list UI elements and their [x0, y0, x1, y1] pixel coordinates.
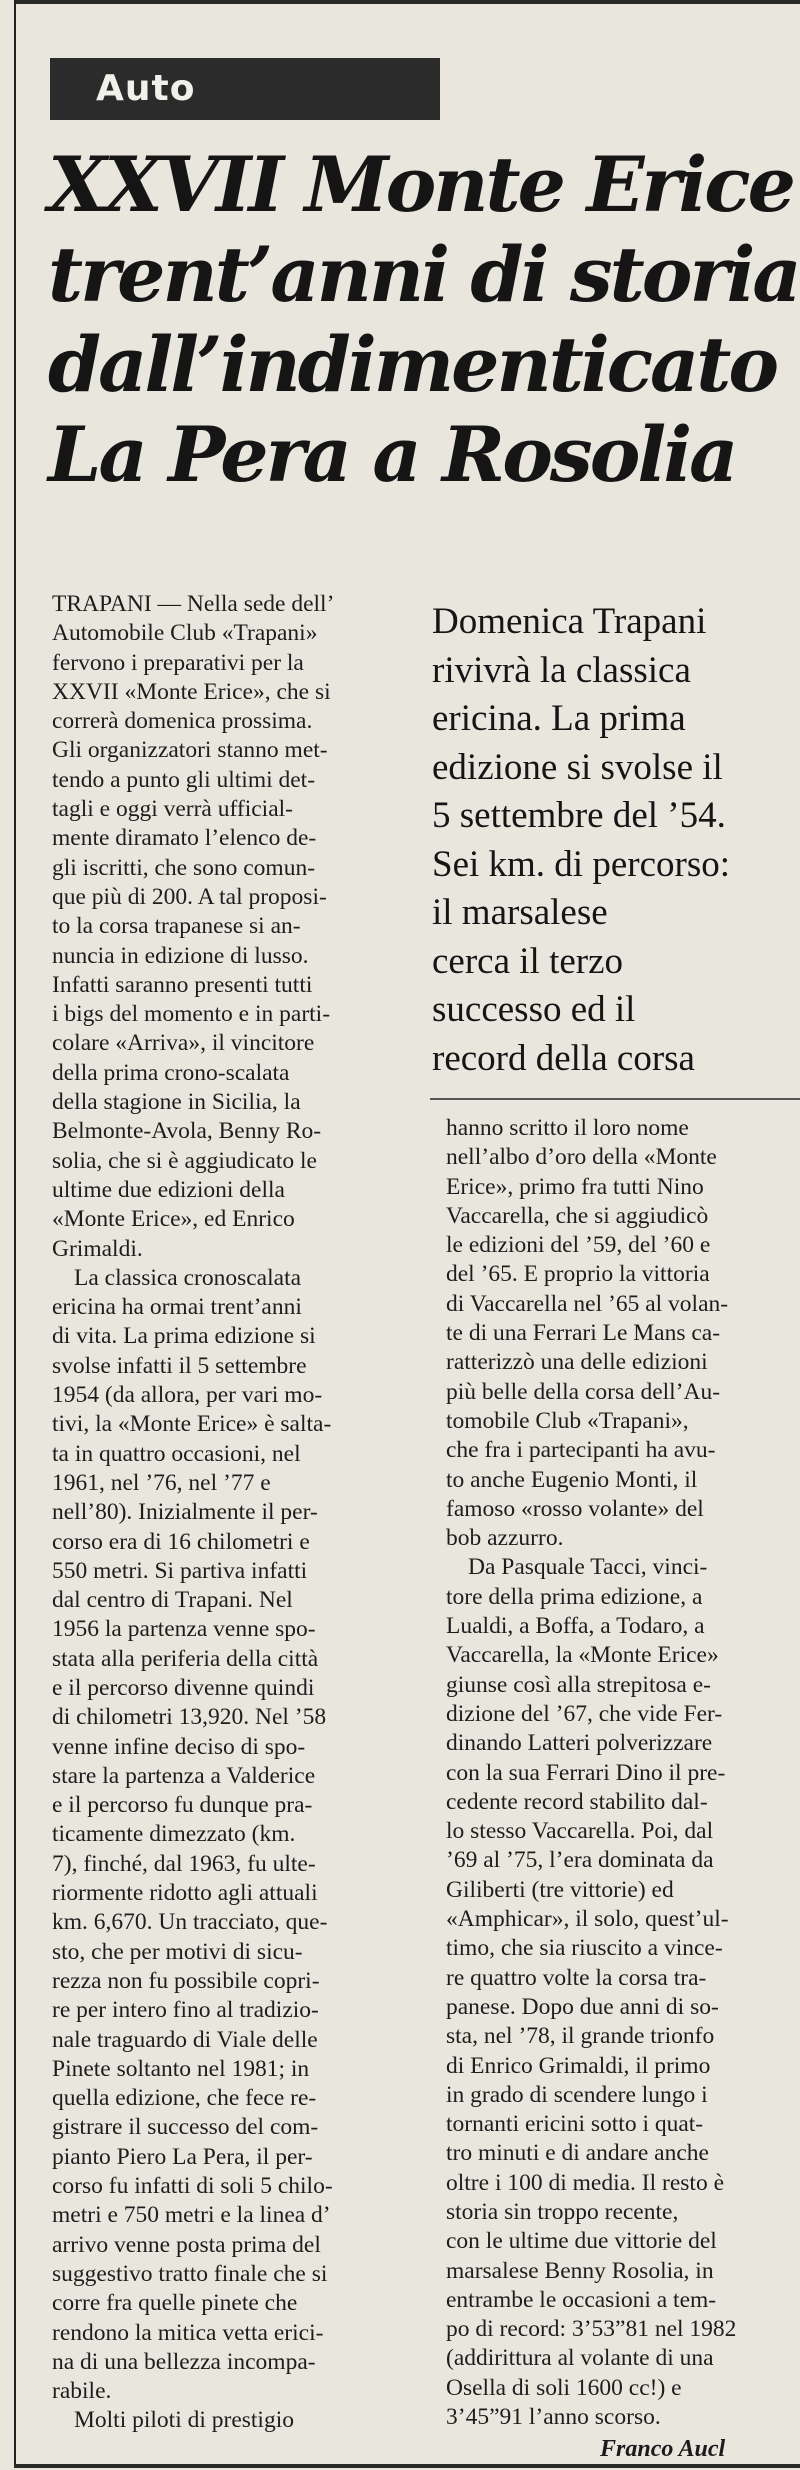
text-line: 1956 la partenza venne spo-: [52, 1616, 316, 1643]
text-line: dal centro di Trapani. Nel: [52, 1587, 293, 1614]
text-line: corso era di 16 chilometri e: [52, 1528, 310, 1555]
text-line: km. 6,670. Un tracciato, que-: [52, 1909, 328, 1936]
text-line: e il percorso fu dunque pra-: [52, 1792, 313, 1819]
text-line: po di record: 3’53”81 nel 1982: [446, 2316, 737, 2343]
standfirst-divider: [430, 1098, 800, 1100]
text-line: 3’45”91 l’anno scorso.: [446, 2404, 661, 2431]
text-line: sta, nel ’78, il grande trionfo: [446, 2023, 715, 2050]
text-line: to la corsa trapanese si an-: [52, 913, 301, 940]
byline: Franco Aucl: [600, 2436, 726, 2462]
text-line: 550 metri. Si partiva infatti: [52, 1557, 308, 1584]
text-line: que più di 200. A tal proposi-: [52, 883, 327, 910]
text-line: che fra i partecipanti ha avu-: [446, 1437, 716, 1464]
text-line: 7), finché, dal 1963, fu ulte-: [52, 1850, 316, 1877]
text-line: dinando Latteri polverizzare: [446, 1730, 713, 1757]
text-line: lo stesso Vaccarella. Poi, dal: [446, 1818, 714, 1845]
text-line: di Vaccarella nel ’65 al volan-: [446, 1290, 729, 1317]
text-line: tro minuti e di andare anche: [446, 2140, 709, 2167]
text-line: XXVII «Monte Erice», che si: [52, 678, 331, 705]
text-line: in grado di scendere lungo i: [446, 2081, 708, 2108]
text-line: timo, che sia riuscito a vince-: [446, 1935, 723, 1962]
text-line: quella edizione, che fece re-: [52, 2085, 317, 2112]
section-label: Auto: [50, 58, 440, 120]
text-line: Osella di soli 1600 cc!) e: [446, 2374, 682, 2401]
text-line: ticamente dimezzato (km.: [52, 1821, 296, 1848]
text-line: «Amphicar», il solo, quest’ul-: [446, 1906, 729, 1933]
text-line: Sei km. di percorso:: [432, 843, 731, 885]
text-line: Pinete soltanto nel 1981; in: [52, 2055, 310, 2082]
text-line: di vita. La prima edizione si: [52, 1323, 316, 1350]
text-line: (addirittura al volante di una: [446, 2345, 714, 2372]
text-line: Domenica Trapani: [432, 601, 707, 642]
text-line: tomobile Club «Trapani»,: [446, 1407, 689, 1434]
text-line: della stagione in Sicilia, la: [52, 1089, 301, 1116]
text-line: nell’albo d’oro della «Monte: [446, 1144, 717, 1171]
text-line: le edizioni del ’59, del ’60 e: [446, 1232, 711, 1259]
article-body-left-column: [52, 590, 420, 2436]
text-line: corre fra quelle pinete che: [52, 2290, 298, 2317]
text-line: Gli organizzatori stanno met-: [52, 737, 328, 764]
text-line: dizione del ’67, che vide Fer-: [446, 1700, 723, 1727]
text-line: «Monte Erice», ed Enrico: [52, 1206, 295, 1233]
text-line: mente diramato l’elenco de-: [52, 825, 317, 852]
text-line: del ’65. E proprio la vittoria: [446, 1261, 710, 1288]
text-line: più belle della corsa dell’Au-: [446, 1378, 721, 1405]
text-line: di Enrico Grimaldi, il primo: [446, 2052, 711, 2079]
text-line: pianto Piero La Pera, il per-: [52, 2143, 313, 2170]
text-line: colare «Arriva», il vincitore: [52, 1030, 315, 1057]
text-line: rezza non fu possibile copri-: [52, 1967, 320, 1994]
text-line: riormente ridotto agli attuali: [52, 1880, 318, 1907]
text-line: Belmonte-Avola, Benny Ro-: [52, 1118, 322, 1145]
headline-line: dall’indimenticato: [48, 320, 777, 409]
text-line: rivivrà la classica: [432, 649, 691, 691]
text-line: stata alla periferia della città: [52, 1645, 319, 1672]
text-line: Lualdi, a Boffa, a Todaro, a: [446, 1613, 705, 1640]
text-line: ericina ha ormai trent’anni: [52, 1294, 302, 1321]
headline-line: trent’anni di storia: [48, 230, 799, 319]
text-line: La classica cronoscalata: [74, 1264, 302, 1291]
text-line: giunse così alla strepitosa e-: [446, 1671, 711, 1698]
text-line: edizione si svolse il: [432, 746, 723, 788]
text-line: tore della prima edizione, a: [446, 1583, 703, 1610]
text-line: gli iscritti, che sono comun-: [52, 854, 316, 881]
text-line: entrambe le occasioni a tem-: [446, 2286, 717, 2313]
text-line: metri e 750 metri e la linea d’: [52, 2202, 331, 2229]
article-body-right-column: [446, 1114, 796, 2432]
text-line: con le ultime due vittorie del: [446, 2228, 717, 2255]
text-line: Grimaldi.: [52, 1235, 143, 1262]
text-line: 1961, nel ’76, nel ’77 e: [52, 1469, 271, 1496]
text-line: tornanti ericini sotto i quat-: [446, 2111, 704, 2138]
text-line: Da Pasquale Tacci, vinci-: [468, 1554, 708, 1581]
text-line: ultime due edizioni della: [52, 1176, 285, 1203]
text-line: ta in quattro occasioni, nel: [52, 1440, 301, 1467]
text-line: rabile.: [52, 2378, 112, 2405]
text-line: tendo a punto gli ultimi det-: [52, 766, 316, 793]
text-line: nell’80). Inizialmente il per-: [52, 1499, 318, 1526]
text-line: panese. Dopo due anni di so-: [446, 1993, 719, 2020]
text-line: rendono la mitica vetta erici-: [52, 2319, 324, 2346]
text-line: svolse infatti il 5 settembre: [52, 1352, 307, 1379]
text-line: re quattro volte la corsa tra-: [446, 1964, 707, 1991]
text-line: venne infine deciso di spo-: [52, 1733, 306, 1760]
text-line: 5 settembre del ’54.: [432, 795, 726, 836]
text-line: tagli e oggi verrà ufficial-: [52, 796, 293, 823]
headline: [48, 140, 800, 500]
text-line: i bigs del momento e in parti-: [52, 1001, 331, 1028]
text-line: cedente record stabilito dal-: [446, 1788, 708, 1815]
text-line: corso fu infatti di soli 5 chilo-: [52, 2173, 333, 2200]
text-line: te di una Ferrari Le Mans ca-: [446, 1320, 721, 1347]
text-line: fervono i preparativi per la: [52, 649, 304, 676]
bottom-rule: [14, 2464, 800, 2468]
text-line: ratterizzò una delle edizioni: [446, 1349, 708, 1376]
text-line: Erice», primo fra tutti Nino: [446, 1173, 704, 1200]
text-line: Giliberti (tre vittorie) ed: [446, 1876, 674, 1903]
text-line: hanno scritto il loro nome: [446, 1115, 689, 1141]
text-line: nuncia in edizione di lusso.: [52, 942, 309, 969]
text-line: stare la partenza a Valderice: [52, 1762, 316, 1789]
text-line: il marsalese: [432, 892, 608, 933]
text-line: marsalese Benny Rosolia, in: [446, 2257, 714, 2284]
text-line: bob azzurro.: [446, 1525, 564, 1552]
text-line: correrà domenica prossima.: [52, 708, 313, 735]
text-line: ericina. La prima: [432, 698, 686, 739]
text-line: ’69 al ’75, l’era dominata da: [446, 1847, 714, 1874]
headline-line: La Pera a Rosolia: [48, 410, 736, 499]
text-line: Molti piloti di prestigio: [74, 2407, 294, 2434]
text-line: 1954 (da allora, per vari mo-: [52, 1382, 323, 1409]
text-line: famoso «rosso volante» del: [446, 1495, 704, 1522]
text-line: Vaccarella, che si aggiudicò: [446, 1202, 709, 1229]
text-line: Infatti saranno presenti tutti: [52, 971, 313, 998]
text-line: nale traguardo di Viale delle: [52, 2026, 318, 2053]
text-line: tivi, la «Monte Erice» è salta-: [52, 1411, 332, 1438]
text-line: to anche Eugenio Monti, il: [446, 1466, 698, 1493]
text-line: con la sua Ferrari Dino il pre-: [446, 1759, 726, 1786]
text-line: solia, che si è aggiudicato le: [52, 1147, 317, 1174]
headline-line: XXVII Monte Erice: [48, 140, 793, 229]
text-line: successo ed il: [432, 989, 636, 1030]
text-line: della prima crono-scalata: [52, 1059, 290, 1086]
text-line: na di una bellezza incompa-: [52, 2348, 316, 2375]
text-line: di chilometri 13,920. Nel ’58: [52, 1704, 327, 1731]
text-line: e il percorso divenne quindi: [52, 1674, 315, 1701]
text-line: Vaccarella, la «Monte Erice»: [446, 1642, 719, 1669]
text-line: sto, che per motivi di sicu-: [52, 1938, 303, 1965]
text-line: re per intero fino al tradizio-: [52, 1997, 319, 2024]
text-line: Automobile Club «Trapani»: [52, 620, 318, 647]
text-line: cerca il terzo: [432, 940, 624, 982]
text-line: TRAPANI — Nella sede dell’: [52, 591, 335, 617]
text-line: record della corsa: [432, 1037, 695, 1079]
text-line: oltre i 100 di media. Il resto è: [446, 2169, 725, 2196]
text-line: suggestivo tratto finale che si: [52, 2260, 328, 2287]
text-line: arrivo venne posta prima del: [52, 2231, 321, 2258]
text-line: gistrare il successo del com-: [52, 2114, 319, 2141]
standfirst: [432, 598, 800, 1083]
text-line: storia sin troppo recente,: [446, 2198, 679, 2225]
